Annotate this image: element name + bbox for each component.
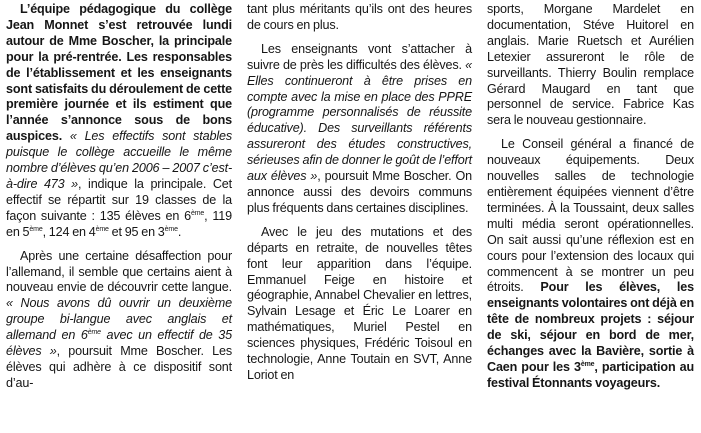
german-quote: « Nous avons dû ouvrir un deuxième groupe bi-langue avec anglais et allemand en 6ème avec un effectif de 35 élèves »	[6, 296, 232, 359]
enrollment-text: , indique la principale. Cet effectif se répartit sur 19 classes de la façon suivante : 135 élèves en 6	[6, 176, 233, 223]
support-after: , poursuit Mme Boscher. On annonce aussi des devoirs communs plus fréquents dans certaines disciplines.	[247, 169, 472, 215]
equipment-text: Le Conseil général a financé de nouveaux équipements. Deux nouvelles salles de technologie entièrement équipées viennent d’être terminées. À la Toussaint, deux salles multi média seront opérationnelles. On sait aussi qu’une réflexion est en cours pour l’extension des locaux qui commencent à se montrer un peu étroits.	[487, 137, 694, 295]
paragraph-staff-continuation: sports, Morgane Mardelet en documentation, Stéve Huitorel en anglais. Marie Ruetsch et Aurélien Letexier assureront le rôle de surveillants. Thierry Boulin remplace Gérard Maugard en tant que personnel de service. Fabrice Kas sera le nouveau gestionnaire.	[487, 2, 694, 128]
paragraph-german	[6, 249, 232, 392]
enrollment-text: .	[177, 224, 182, 239]
superscript: ème	[580, 360, 595, 368]
enrollment-text: , 124 en 4	[42, 224, 96, 239]
superscript: ème	[190, 209, 205, 217]
article-column-3	[487, 2, 694, 392]
enrollment-text: et 95 en 3	[108, 224, 165, 239]
german-intro: Après une certaine désaffection pour l’allemand, il semble que certains aient à nouveau envie de découvrir cette langue.	[6, 248, 232, 295]
article-column-2	[247, 2, 472, 384]
paragraph-intro	[6, 2, 232, 241]
paragraph-support	[247, 42, 472, 217]
article-column-1	[6, 2, 232, 392]
lead-sentence: L’équipe pédagogique du collège Jean Monnet s’est retrouvée lundi autour de Mme Boscher, la principale pour la pré-rentrée.	[6, 2, 232, 64]
enrollment-text: , 119 en 5	[6, 208, 233, 239]
paragraph-equipment	[487, 137, 694, 392]
principal-quote: « Les effectifs sont stables puisque le collège accueille le même nombre d’élèves qu’en 2006 – 2007 c’est-à-dire 473 »	[6, 129, 232, 191]
superscript: ème	[29, 225, 43, 233]
paragraph-continuation: tant plus méritants qu’ils ont des heures de cours en plus.	[247, 2, 472, 32]
superscript: ème	[164, 225, 178, 233]
german-after: , poursuit Mme Boscher. Les élèves qui adhère à ce dispositif sont d’au-	[6, 344, 232, 390]
satisfaction-sentence: Les responsables de l’établissement et les enseignants sont satisfaits du déroulement de cette première journée et ils estiment que l’année s’annonce sous de bons auspices.	[6, 49, 232, 144]
support-intro: Les enseignants vont s’attacher à suivre de près les difficultés des élèves.	[247, 41, 472, 72]
support-quote: « Elles continueront à être prises en compte avec la mise en place des PPRE (programme personnalisés de réussite éducative). Des surveillants référents assureront des études constructives, sérieuses afin de donner le goût de l’effort aux élèves »	[247, 57, 472, 184]
superscript: ème	[87, 329, 101, 337]
paragraph-new-staff: Avec le jeu des mutations et des départs en retraite, de nouvelles têtes font leur apparition dans l’équipe. Emmanuel Feige en histoire et géographie, Annabel Chevalier en lettres, Sylvain Lesage et Éric Le Loarer en mathématiques, Muriel Pestel en sciences physiques, Frédéric Toisoul en technologie, Anne Toutain en SVT, Anne Loriot en	[247, 224, 472, 382]
projects-text: Pour les élèves, les enseignants volontaires ont déjà en tête de nombreux projets : séjour de ski, séjour en bord de mer, échanges avec la Bavière, sortie à Caen pour les 3ème, participation au festival Étonnants voyageurs.	[487, 280, 694, 390]
superscript: ème	[95, 225, 109, 233]
